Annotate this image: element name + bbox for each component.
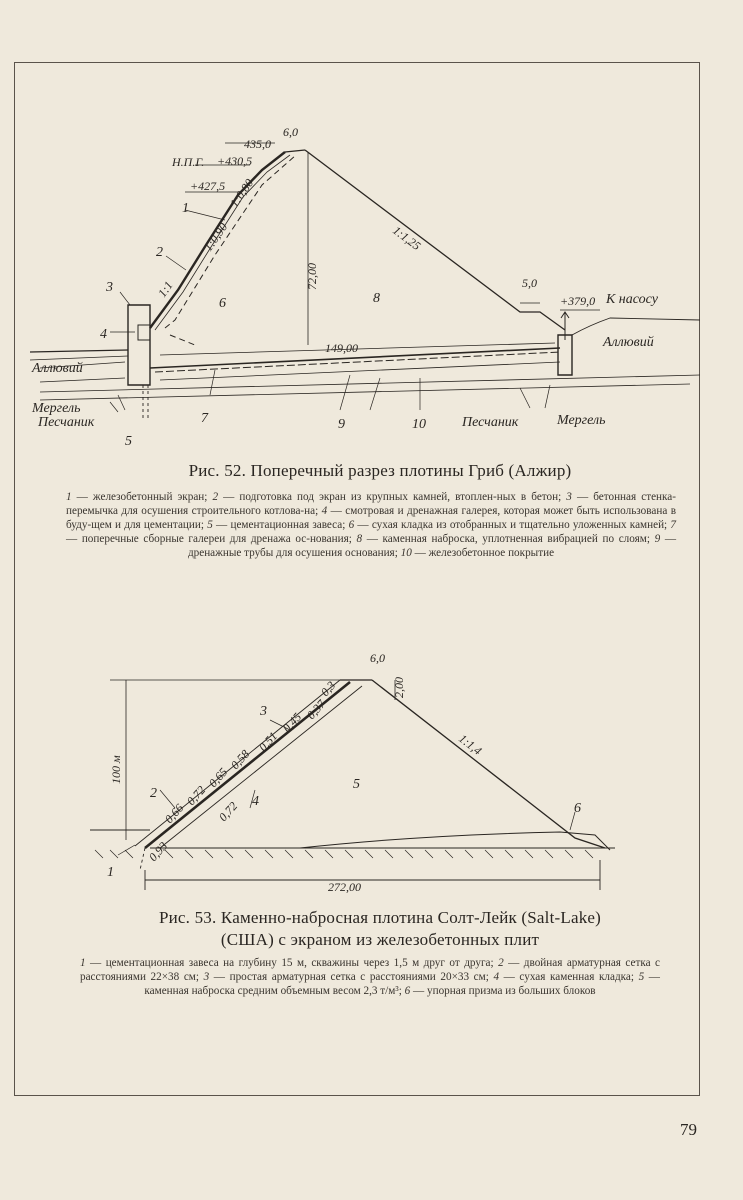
figure-53-legend	[80, 956, 660, 998]
legend-text: — цементационная завеса на глубину 15 м, скважины через 1,5 м друг от друга;	[85, 957, 499, 969]
legend-number: 3	[203, 971, 210, 983]
fig53-t4: 0,51	[255, 729, 281, 755]
fig52-n9: 9	[338, 417, 345, 432]
legend-number: 4	[493, 971, 500, 983]
fig53-t7: 0,72	[183, 783, 209, 809]
fig53-slope-down: 1:1,4	[456, 731, 485, 758]
fig53-n5: 5	[353, 777, 360, 792]
legend-text: — бетонная стенка-перемычка для осушения строительного котлова-на;	[66, 491, 676, 517]
fig52-slope-upper: 1:0,80	[226, 176, 257, 210]
grout-curtain	[143, 385, 148, 420]
fig53-t2: 0,37	[303, 697, 329, 723]
fig53-t10: 0,93	[145, 839, 171, 865]
legend-text: — каменная наброска, уплотненная вибрацией по слоям;	[362, 533, 655, 545]
figure-52-legend	[66, 490, 676, 560]
grout-curtain	[140, 848, 145, 870]
strata-line	[40, 375, 700, 392]
fig53-n6: 6	[574, 801, 581, 816]
crest	[285, 150, 305, 152]
fig52-n6: 6	[219, 296, 226, 311]
fig53-t1: 0,3	[317, 678, 339, 700]
fig52-alluvium-right: Аллювий	[603, 335, 654, 350]
fig52-n10: 10	[412, 417, 426, 432]
fig53-n4: 4	[252, 794, 259, 809]
legend-number: 9	[654, 533, 661, 545]
downstream-face	[372, 680, 605, 848]
fig52-n2: 2	[156, 245, 163, 260]
fig53-t6: 0,65	[205, 765, 231, 791]
legend-number: 5	[638, 971, 645, 983]
fig52-toe-width: 5,0	[522, 276, 537, 290]
fig53-height: 100 м	[109, 755, 123, 784]
fig53-n2: 2	[150, 786, 157, 801]
fig53-t3: 0,45	[279, 710, 305, 736]
legend-number: 1	[80, 957, 86, 969]
fig52-elev-berm: +427,5	[190, 179, 226, 193]
legend-number: 7	[670, 519, 676, 531]
legend-text: — смотровая и дренажная галерея, которая может быть использована в буду-щем и для цементации;	[66, 505, 676, 531]
fig53-crest-height: 2,00	[392, 677, 406, 698]
fig53-t5: 0,58	[227, 747, 253, 773]
legend-text: — двойная арматурная сетка с расстояниями 22×38 см;	[80, 957, 660, 983]
fig52-height: 72,00	[305, 263, 319, 290]
dry-masonry-line-2	[170, 335, 195, 345]
fig52-n5: 5	[125, 434, 132, 449]
figure-53-caption	[40, 907, 720, 951]
fig52-slope-down: 1:1,25	[390, 223, 424, 254]
legend-number: 1	[66, 491, 72, 503]
ground-line-left	[30, 350, 128, 352]
inspection-gallery	[138, 325, 150, 340]
legend-text: — железобетонное покрытие	[411, 547, 555, 559]
legend-number: 3	[566, 491, 572, 503]
leader-lines	[110, 210, 550, 412]
fig52-n7: 7	[201, 411, 208, 426]
figure-52-drawing	[0, 100, 743, 460]
legend-text: — цементационная завеса;	[212, 519, 349, 531]
legend-text: — простая арматурная сетка с расстояниями 20×33 см;	[209, 971, 494, 983]
legend-text: — подготовка под экран из крупных камней, втоплен-ных в бетон;	[218, 491, 567, 503]
fig52-sand-right: Песчаник	[462, 415, 519, 430]
legend-number: 2	[212, 491, 219, 503]
fig52-elev-npg: +430,5	[217, 154, 253, 168]
fig52-elev-crest: 435,0	[244, 137, 271, 151]
figure-53-caption-line1: Рис. 53. Каменно-набросная плотина Солт-Лейк (Salt-Lake)	[158, 908, 602, 927]
fig53-n1: 1	[107, 865, 114, 880]
fig52-alluvium-left: Аллювий	[32, 361, 83, 376]
figure-52-caption: Рис. 52. Поперечный разрез плотины Гриб (Алжир)	[188, 461, 572, 480]
fig52-npg: Н.П.Г.	[172, 155, 205, 169]
fig53-base: 272,00	[328, 880, 361, 894]
legend-number: 5	[207, 519, 213, 531]
fig52-n3: 3	[106, 280, 113, 295]
figure-53-drawing	[0, 640, 743, 900]
fig52-crest-width: 6,0	[283, 125, 298, 139]
ground-hatch	[95, 850, 593, 858]
page-number: 79	[680, 1120, 697, 1139]
fig52-marl-left: Мергель	[32, 401, 81, 416]
fig53-crest-width: 6,0	[370, 651, 385, 665]
legend-number: 10	[400, 547, 412, 559]
legend-text: — упорная призма из больших блоков	[410, 985, 596, 997]
elev-marker-lines	[185, 143, 600, 310]
fig52-n4: 4	[100, 327, 107, 342]
fig52-sand-left: Песчаник	[38, 415, 95, 430]
drainage-gallery	[155, 352, 560, 372]
figure-53-caption-line2: (США) с экраном из железобетонных плит	[220, 930, 540, 949]
legend-text: — дренажные трубы для осушения основания;	[187, 533, 677, 559]
fig52-slope-mid: 1:0,90	[200, 220, 231, 254]
fig52-n8: 8	[373, 291, 380, 306]
legend-number: 4	[321, 505, 328, 517]
fig52-base: 149,00	[325, 341, 358, 355]
legend-number: 6	[348, 519, 355, 531]
legend-text: — каменная наброска средним объемным весом 2,3 т/м³;	[144, 971, 660, 997]
toe-wall	[558, 335, 572, 375]
legend-number: 2	[498, 957, 504, 969]
strata-line-2	[40, 384, 690, 400]
ground-line-right	[572, 318, 700, 335]
legend-text: — сухая каменная кладка;	[499, 971, 639, 983]
base-dim	[145, 860, 600, 890]
legend-text: — железобетонный экран;	[71, 491, 213, 503]
leader-lines	[118, 720, 575, 855]
fig52-pump: К насосу	[606, 292, 658, 307]
legend-number: 8	[356, 533, 363, 545]
toe-prism	[300, 832, 610, 850]
fig52-elev-pump: +379,0	[560, 294, 596, 308]
legend-number: 6	[404, 985, 411, 997]
legend-text: — сухая кладка из отобранных и тщательно уложенных камней;	[354, 519, 671, 531]
legend-text: — поперечные сборные галереи для дренажа ос-нования;	[66, 533, 357, 545]
fig52-marl-right: Мергель	[557, 413, 606, 428]
fig53-n3: 3	[260, 704, 267, 719]
fig53-t9: 0,72	[215, 799, 241, 825]
fig52-n1: 1	[182, 201, 189, 216]
dry-masonry-line	[165, 155, 296, 328]
fig53-t8: 0,66	[161, 801, 187, 827]
cutoff-wall	[128, 305, 150, 385]
pump-arrow	[561, 312, 569, 340]
fig52-slope-low: 1:1	[154, 278, 176, 300]
